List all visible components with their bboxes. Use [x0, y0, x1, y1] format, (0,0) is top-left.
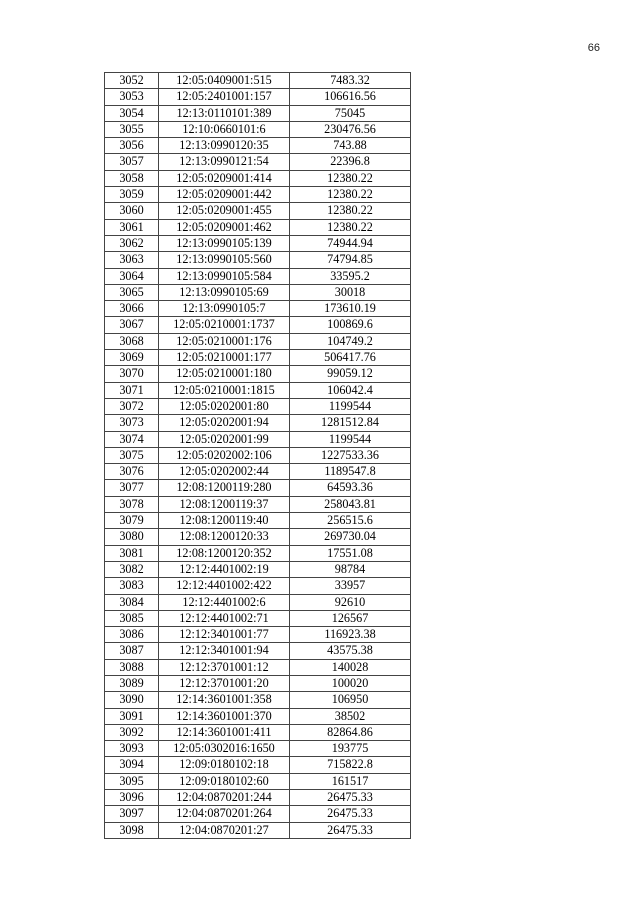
table-row [105, 284, 411, 300]
row-number-cell: 3071 [105, 382, 159, 398]
value-cell: 715822.8 [290, 757, 411, 773]
value-cell: 74794.85 [290, 252, 411, 268]
table-row [105, 708, 411, 724]
row-number-cell: 3067 [105, 317, 159, 333]
value-cell: 256515.6 [290, 513, 411, 529]
table-row [105, 105, 411, 121]
value-cell: 22396.8 [290, 154, 411, 170]
cadastral-number-cell: 12:12:3701001:12 [159, 659, 290, 675]
value-cell: 126567 [290, 610, 411, 626]
table-row [105, 89, 411, 105]
value-cell: 26475.33 [290, 790, 411, 806]
value-cell: 75045 [290, 105, 411, 121]
table-row [105, 578, 411, 594]
cadastral-number-cell: 12:05:0209001:455 [159, 203, 290, 219]
row-number-cell: 3070 [105, 366, 159, 382]
row-number-cell: 3072 [105, 398, 159, 414]
table-row [105, 464, 411, 480]
table-row [105, 561, 411, 577]
table-row [105, 659, 411, 675]
cadastral-number-cell: 12:05:0202001:94 [159, 415, 290, 431]
table-row [105, 692, 411, 708]
table-row [105, 235, 411, 251]
value-cell: 230476.56 [290, 121, 411, 137]
cadastral-number-cell: 12:05:0210001:176 [159, 333, 290, 349]
value-cell: 104749.2 [290, 333, 411, 349]
value-cell: 12380.22 [290, 219, 411, 235]
table-row [105, 415, 411, 431]
row-number-cell: 3061 [105, 219, 159, 235]
value-cell: 38502 [290, 708, 411, 724]
table-row [105, 252, 411, 268]
value-cell: 258043.81 [290, 496, 411, 512]
cadastral-number-cell: 12:14:3601001:411 [159, 724, 290, 740]
cadastral-number-cell: 12:05:0202001:99 [159, 431, 290, 447]
row-number-cell: 3084 [105, 594, 159, 610]
cadastral-number-cell: 12:10:0660101:6 [159, 121, 290, 137]
table-row [105, 431, 411, 447]
value-cell: 64593.36 [290, 480, 411, 496]
value-cell: 116923.38 [290, 627, 411, 643]
cadastral-number-cell: 12:05:0202002:106 [159, 447, 290, 463]
value-cell: 92610 [290, 594, 411, 610]
table-row [105, 138, 411, 154]
table-row [105, 822, 411, 838]
table-row [105, 73, 411, 89]
table-row [105, 790, 411, 806]
cadastral-value-table [104, 72, 411, 839]
row-number-cell: 3058 [105, 170, 159, 186]
value-cell: 1189547.8 [290, 464, 411, 480]
table-row [105, 643, 411, 659]
cadastral-number-cell: 12:04:0870201:264 [159, 806, 290, 822]
row-number-cell: 3075 [105, 447, 159, 463]
cadastral-number-cell: 12:12:4401002:6 [159, 594, 290, 610]
table-row [105, 675, 411, 691]
row-number-cell: 3073 [105, 415, 159, 431]
value-cell: 99059.12 [290, 366, 411, 382]
row-number-cell: 3059 [105, 187, 159, 203]
row-number-cell: 3069 [105, 350, 159, 366]
table-body [105, 73, 411, 839]
value-cell: 193775 [290, 741, 411, 757]
page-number: 66 [587, 42, 600, 54]
cadastral-number-cell: 12:13:0990120:35 [159, 138, 290, 154]
row-number-cell: 3076 [105, 464, 159, 480]
cadastral-number-cell: 12:05:0209001:414 [159, 170, 290, 186]
value-cell: 1199544 [290, 398, 411, 414]
cadastral-number-cell: 12:08:1200119:280 [159, 480, 290, 496]
table-row [105, 382, 411, 398]
row-number-cell: 3077 [105, 480, 159, 496]
value-cell: 7483.32 [290, 73, 411, 89]
row-number-cell: 3065 [105, 284, 159, 300]
row-number-cell: 3094 [105, 757, 159, 773]
table-row [105, 333, 411, 349]
value-cell: 1281512.84 [290, 415, 411, 431]
cadastral-number-cell: 12:05:0202002:44 [159, 464, 290, 480]
cadastral-number-cell: 12:13:0990105:584 [159, 268, 290, 284]
cadastral-number-cell: 12:12:3401001:77 [159, 627, 290, 643]
cadastral-number-cell: 12:04:0870201:27 [159, 822, 290, 838]
cadastral-number-cell: 12:14:3601001:370 [159, 708, 290, 724]
table-row [105, 806, 411, 822]
row-number-cell: 3086 [105, 627, 159, 643]
row-number-cell: 3081 [105, 545, 159, 561]
table-row [105, 741, 411, 757]
table-row [105, 203, 411, 219]
table-row [105, 398, 411, 414]
cadastral-number-cell: 12:13:0990105:560 [159, 252, 290, 268]
row-number-cell: 3091 [105, 708, 159, 724]
cadastral-number-cell: 12:13:0990105:69 [159, 284, 290, 300]
cadastral-number-cell: 12:05:0302016:1650 [159, 741, 290, 757]
value-cell: 106950 [290, 692, 411, 708]
value-cell: 269730.04 [290, 529, 411, 545]
table-row [105, 773, 411, 789]
row-number-cell: 3063 [105, 252, 159, 268]
row-number-cell: 3064 [105, 268, 159, 284]
row-number-cell: 3089 [105, 675, 159, 691]
row-number-cell: 3054 [105, 105, 159, 121]
table-row [105, 513, 411, 529]
cadastral-number-cell: 12:12:4401002:19 [159, 561, 290, 577]
row-number-cell: 3097 [105, 806, 159, 822]
table-row [105, 170, 411, 186]
row-number-cell: 3096 [105, 790, 159, 806]
value-cell: 106042.4 [290, 382, 411, 398]
cadastral-number-cell: 12:13:0990105:139 [159, 235, 290, 251]
cadastral-number-cell: 12:13:0990121:54 [159, 154, 290, 170]
value-cell: 17551.08 [290, 545, 411, 561]
cadastral-number-cell: 12:05:0210001:180 [159, 366, 290, 382]
cadastral-number-cell: 12:04:0870201:244 [159, 790, 290, 806]
value-cell: 1227533.36 [290, 447, 411, 463]
cadastral-number-cell: 12:12:3401001:94 [159, 643, 290, 659]
row-number-cell: 3083 [105, 578, 159, 594]
row-number-cell: 3095 [105, 773, 159, 789]
cadastral-number-cell: 12:05:0409001:515 [159, 73, 290, 89]
table-row [105, 724, 411, 740]
table-row [105, 545, 411, 561]
value-cell: 98784 [290, 561, 411, 577]
cadastral-number-cell: 12:08:1200120:352 [159, 545, 290, 561]
table-row [105, 594, 411, 610]
value-cell: 33957 [290, 578, 411, 594]
cadastral-number-cell: 12:13:0990105:7 [159, 301, 290, 317]
row-number-cell: 3093 [105, 741, 159, 757]
cadastral-number-cell: 12:05:2401001:157 [159, 89, 290, 105]
table-row [105, 610, 411, 626]
cadastral-number-cell: 12:09:0180102:18 [159, 757, 290, 773]
row-number-cell: 3098 [105, 822, 159, 838]
table-row [105, 757, 411, 773]
value-cell: 140028 [290, 659, 411, 675]
row-number-cell: 3090 [105, 692, 159, 708]
cadastral-number-cell: 12:08:1200119:40 [159, 513, 290, 529]
value-cell: 106616.56 [290, 89, 411, 105]
value-cell: 12380.22 [290, 187, 411, 203]
cadastral-number-cell: 12:05:0210001:1737 [159, 317, 290, 333]
value-cell: 30018 [290, 284, 411, 300]
row-number-cell: 3068 [105, 333, 159, 349]
table-row [105, 350, 411, 366]
cadastral-number-cell: 12:12:4401002:422 [159, 578, 290, 594]
cadastral-number-cell: 12:05:0202001:80 [159, 398, 290, 414]
cadastral-number-cell: 12:12:4401002:71 [159, 610, 290, 626]
row-number-cell: 3092 [105, 724, 159, 740]
table-row [105, 219, 411, 235]
table-row [105, 121, 411, 137]
value-cell: 12380.22 [290, 170, 411, 186]
row-number-cell: 3053 [105, 89, 159, 105]
cadastral-number-cell: 12:05:0209001:462 [159, 219, 290, 235]
row-number-cell: 3055 [105, 121, 159, 137]
table-row [105, 366, 411, 382]
row-number-cell: 3060 [105, 203, 159, 219]
value-cell: 743.88 [290, 138, 411, 154]
table-row [105, 187, 411, 203]
table-row [105, 447, 411, 463]
value-cell: 33595.2 [290, 268, 411, 284]
cadastral-number-cell: 12:08:1200120:33 [159, 529, 290, 545]
value-cell: 506417.76 [290, 350, 411, 366]
table-row [105, 154, 411, 170]
row-number-cell: 3088 [105, 659, 159, 675]
row-number-cell: 3087 [105, 643, 159, 659]
cadastral-number-cell: 12:05:0210001:177 [159, 350, 290, 366]
table-row [105, 301, 411, 317]
cadastral-number-cell: 12:14:3601001:358 [159, 692, 290, 708]
value-cell: 100869.6 [290, 317, 411, 333]
row-number-cell: 3052 [105, 73, 159, 89]
value-cell: 43575.38 [290, 643, 411, 659]
row-number-cell: 3082 [105, 561, 159, 577]
cadastral-number-cell: 12:08:1200119:37 [159, 496, 290, 512]
row-number-cell: 3062 [105, 235, 159, 251]
cadastral-number-cell: 12:12:3701001:20 [159, 675, 290, 691]
row-number-cell: 3066 [105, 301, 159, 317]
row-number-cell: 3079 [105, 513, 159, 529]
table-row [105, 496, 411, 512]
value-cell: 1199544 [290, 431, 411, 447]
value-cell: 161517 [290, 773, 411, 789]
value-cell: 74944.94 [290, 235, 411, 251]
value-cell: 26475.33 [290, 806, 411, 822]
value-cell: 26475.33 [290, 822, 411, 838]
row-number-cell: 3078 [105, 496, 159, 512]
value-cell: 173610.19 [290, 301, 411, 317]
table-row [105, 627, 411, 643]
table-row [105, 480, 411, 496]
value-cell: 82864.86 [290, 724, 411, 740]
table-row [105, 317, 411, 333]
row-number-cell: 3057 [105, 154, 159, 170]
table-row [105, 268, 411, 284]
table-row [105, 529, 411, 545]
cadastral-number-cell: 12:05:0210001:1815 [159, 382, 290, 398]
row-number-cell: 3074 [105, 431, 159, 447]
cadastral-number-cell: 12:13:0110101:389 [159, 105, 290, 121]
row-number-cell: 3085 [105, 610, 159, 626]
value-cell: 12380.22 [290, 203, 411, 219]
cadastral-number-cell: 12:05:0209001:442 [159, 187, 290, 203]
value-cell: 100020 [290, 675, 411, 691]
row-number-cell: 3080 [105, 529, 159, 545]
cadastral-number-cell: 12:09:0180102:60 [159, 773, 290, 789]
row-number-cell: 3056 [105, 138, 159, 154]
